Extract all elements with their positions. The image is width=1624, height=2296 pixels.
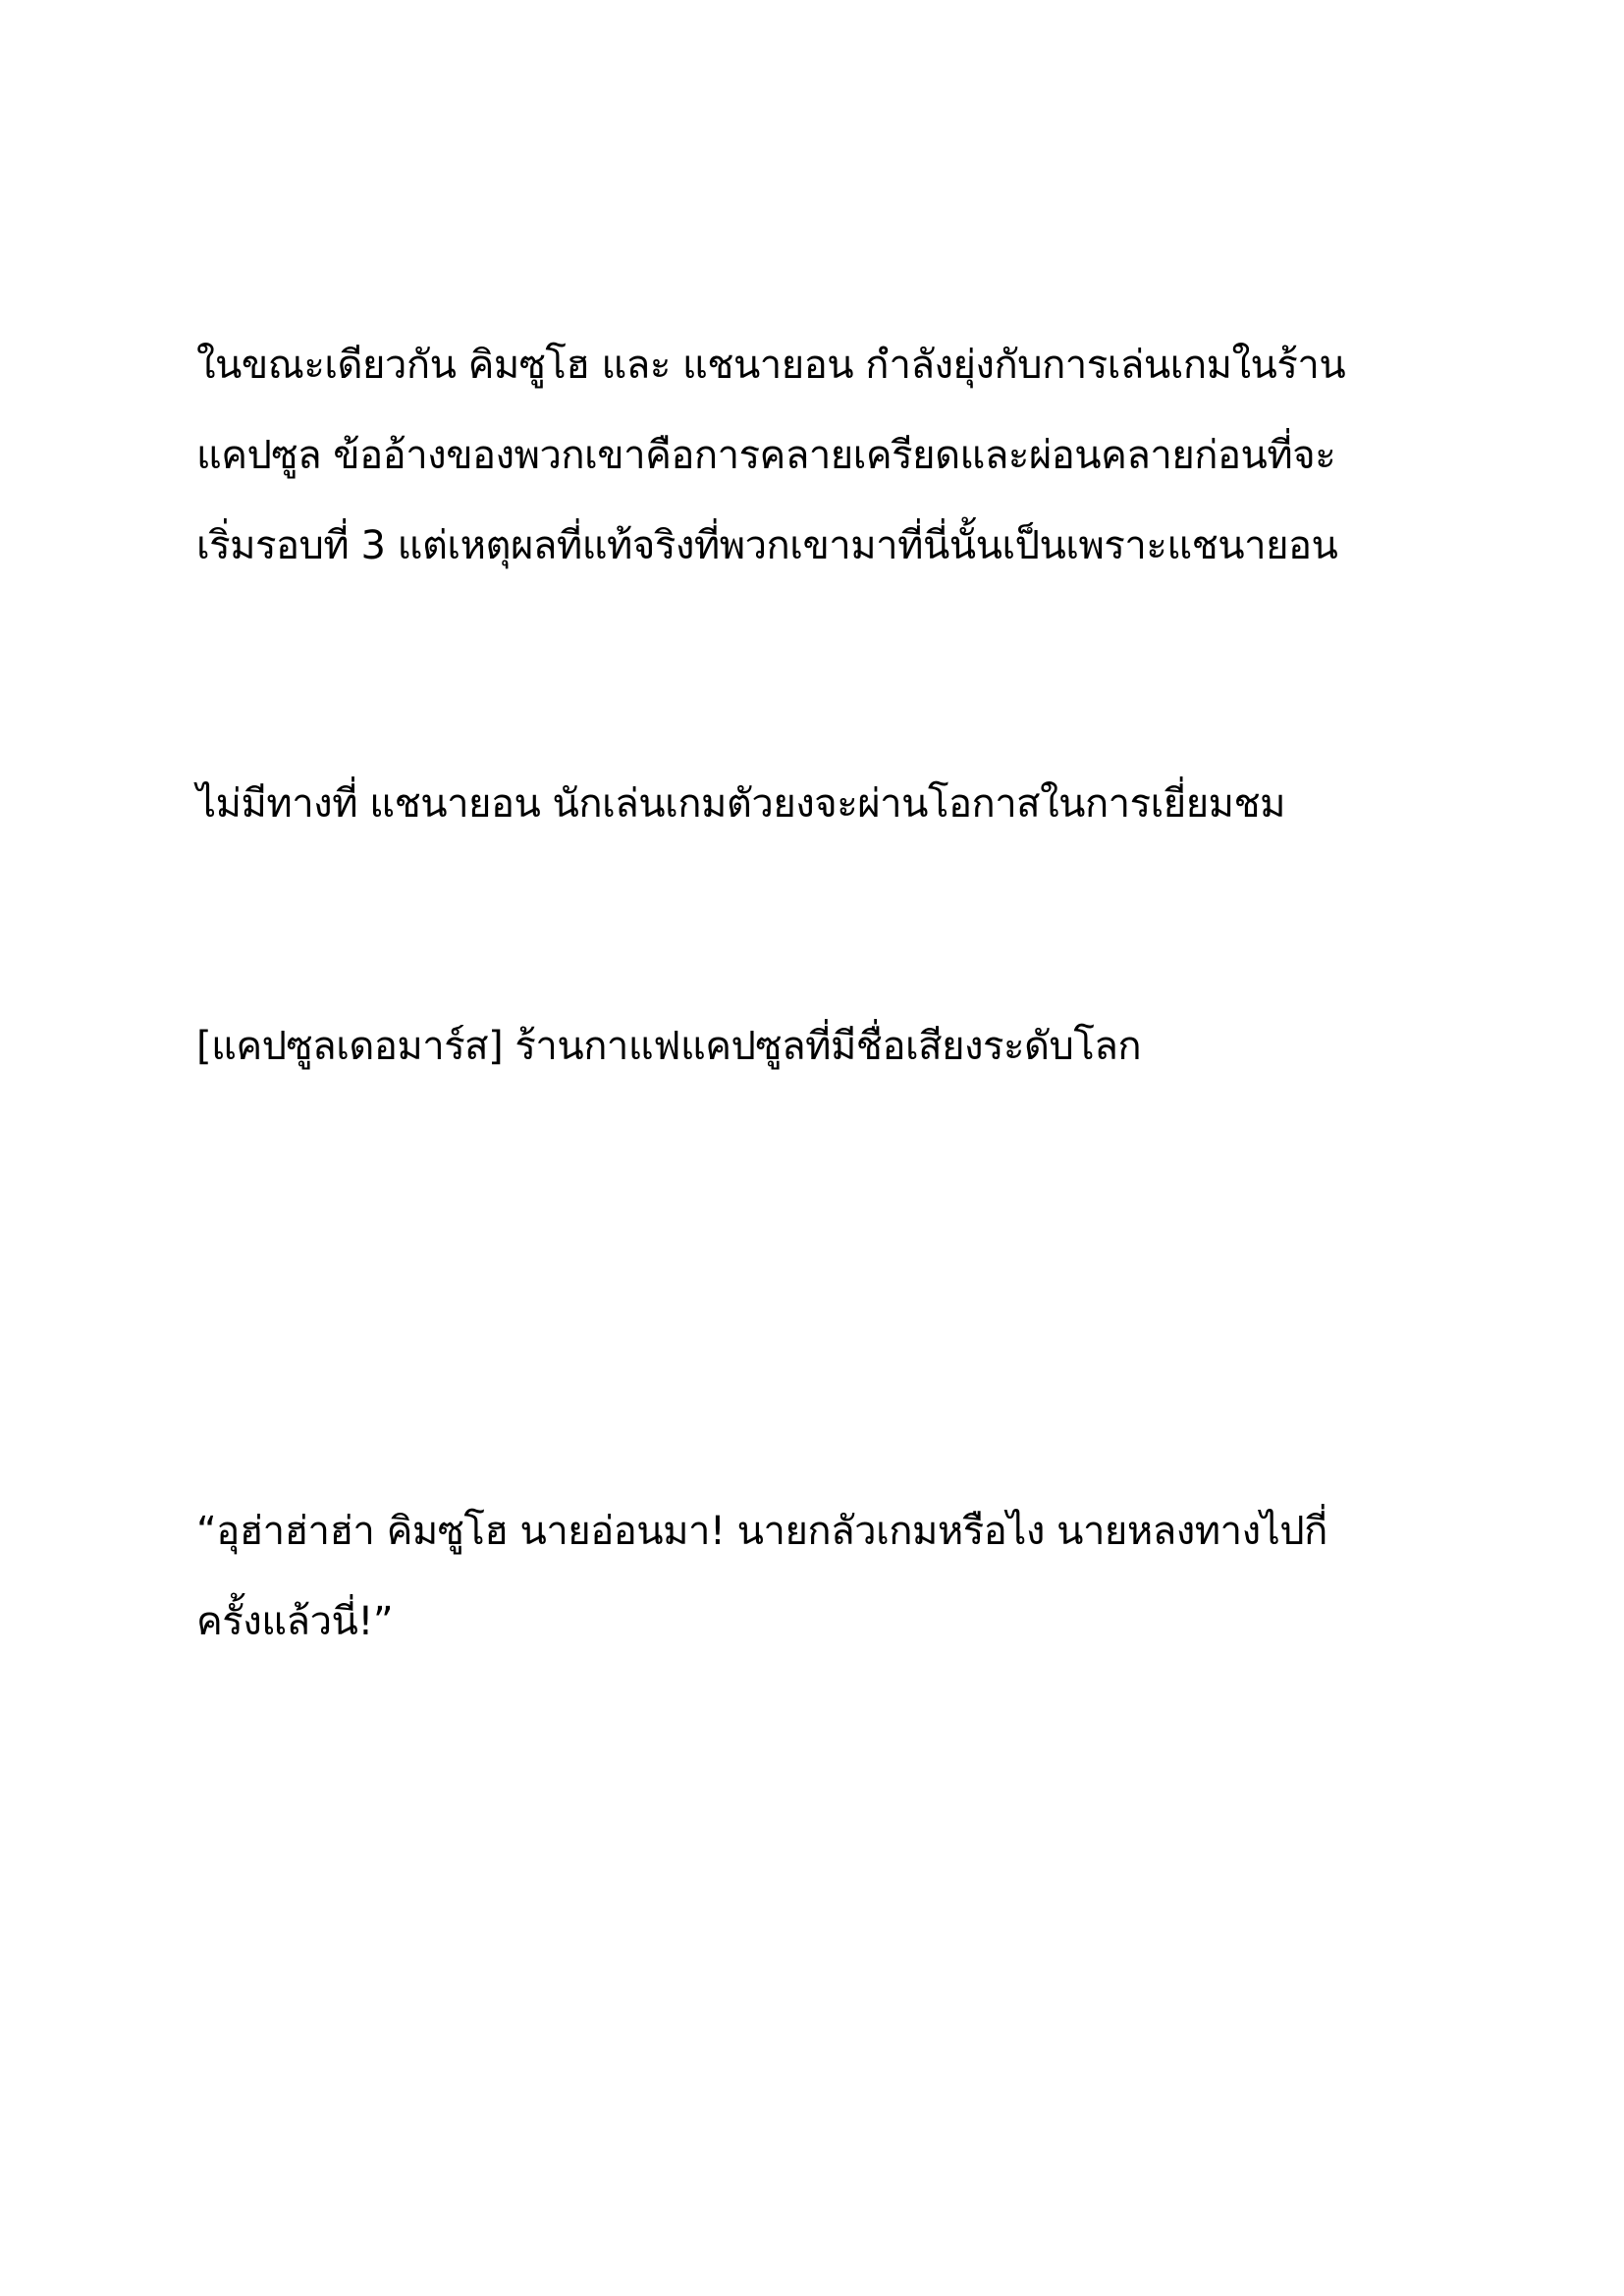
- paragraph-2-line-1: ไม่มีทางที่ แชนายอน นักเล่นเกมตัวยงจะผ่านโอกาสในการเยี่ยมชม: [196, 781, 1286, 827]
- paragraph-1-line-1: ในขณะเดียวกัน คิมซูโฮ และ แชนายอน กำลังยุ่งกับการเล่นเกมในร้าน: [196, 343, 1346, 388]
- paragraph-1: [196, 320, 1443, 591]
- paragraph-4-line-1: “อุฮ่าฮ่าฮ่า คิมซูโฮ นายอ่อนมา! นายกลัวเกมหรือไง นายหลงทางไปกี่: [196, 1509, 1327, 1554]
- paragraph-4-line-2: ครั้งแล้วนี่!”: [196, 1599, 394, 1644]
- paragraph-2: [196, 759, 1443, 849]
- paragraph-3-line-1: [แคปซูลเดอมาร์ส] ร้านกาแฟแคปซูลที่มีชื่อเสียงระดับโลก: [196, 1024, 1142, 1069]
- paragraph-1-line-2: แคปซูล ข้ออ้างของพวกเขาคือการคลายเครียดและผ่อนคลายก่อนที่จะ: [196, 433, 1336, 478]
- paragraph-4-dialogue: [196, 1486, 1443, 1667]
- paragraph-3: [196, 1001, 1443, 1092]
- paragraph-1-line-3: เริ่มรอบที่ 3 แต่เหตุผลที่แท้จริงที่พวกเขามาที่นี่นั้นเป็นเพราะแชนายอน: [196, 523, 1338, 568]
